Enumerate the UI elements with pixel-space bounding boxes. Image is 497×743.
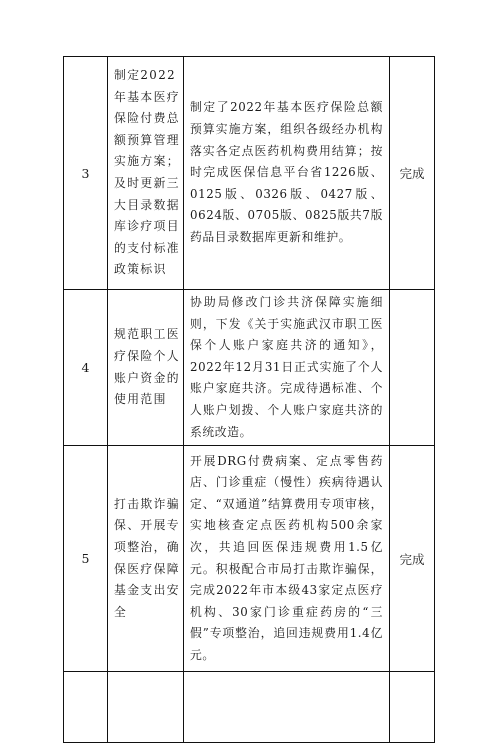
task-cell [108, 672, 184, 743]
row-number-cell: 5 [64, 446, 108, 672]
work-summary-table [63, 56, 435, 743]
row-number-cell [64, 672, 108, 743]
table-row [64, 290, 435, 446]
detail-cell [184, 672, 390, 743]
status-cell: 完成 [390, 57, 435, 290]
task-cell: 制定2022年基本医疗保险付费总额预算管理实施方案；及时更新三大目录数据库诊疗项目的支付标准政策标识 [108, 57, 184, 290]
table-row [64, 446, 435, 672]
task-cell: 规范职工医疗保险个人账户资金的使用范围 [108, 290, 184, 446]
detail-cell: 协助局修改门诊共济保障实施细则，下发《关于实施武汉市职工医保个人账户家庭共济的通知》，2022年12月31日正式实施了个人账户家庭共济。完成待遇标准、个人账户划拨、个人账户家庭共济的系统改造。 [184, 290, 390, 446]
status-cell [390, 672, 435, 743]
row-number-cell: 4 [64, 290, 108, 446]
detail-cell: 制定了2022年基本医疗保险总额预算实施方案，组织各级经办机构落实各定点医药机构费用结算；按时完成医保信息平台省1226版、0125版、0326版、0427版、0624版、0705版、0825版共7版药品目录数据库更新和维护。 [184, 57, 390, 290]
task-cell: 打击欺诈骗保、开展专项整治，确保医疗保障基金支出安全 [108, 446, 184, 672]
table-row [64, 672, 435, 743]
status-cell: 完成 [390, 446, 435, 672]
table-row [64, 57, 435, 290]
row-number-cell: 3 [64, 57, 108, 290]
detail-cell: 开展DRG付费病案、定点零售药店、门诊重症（慢性）疾病待遇认定、“双通道”结算费用专项审核，实地核查定点医药机构500余家次，共追回医保违规费用1.5亿元。积极配合市局打击欺诈骗保，完成2022年市本级43家定点医疗机构、30家门诊重症药房的“三假”专项整治，追回违规费用1.4亿元。 [184, 446, 390, 672]
status-cell [390, 290, 435, 446]
